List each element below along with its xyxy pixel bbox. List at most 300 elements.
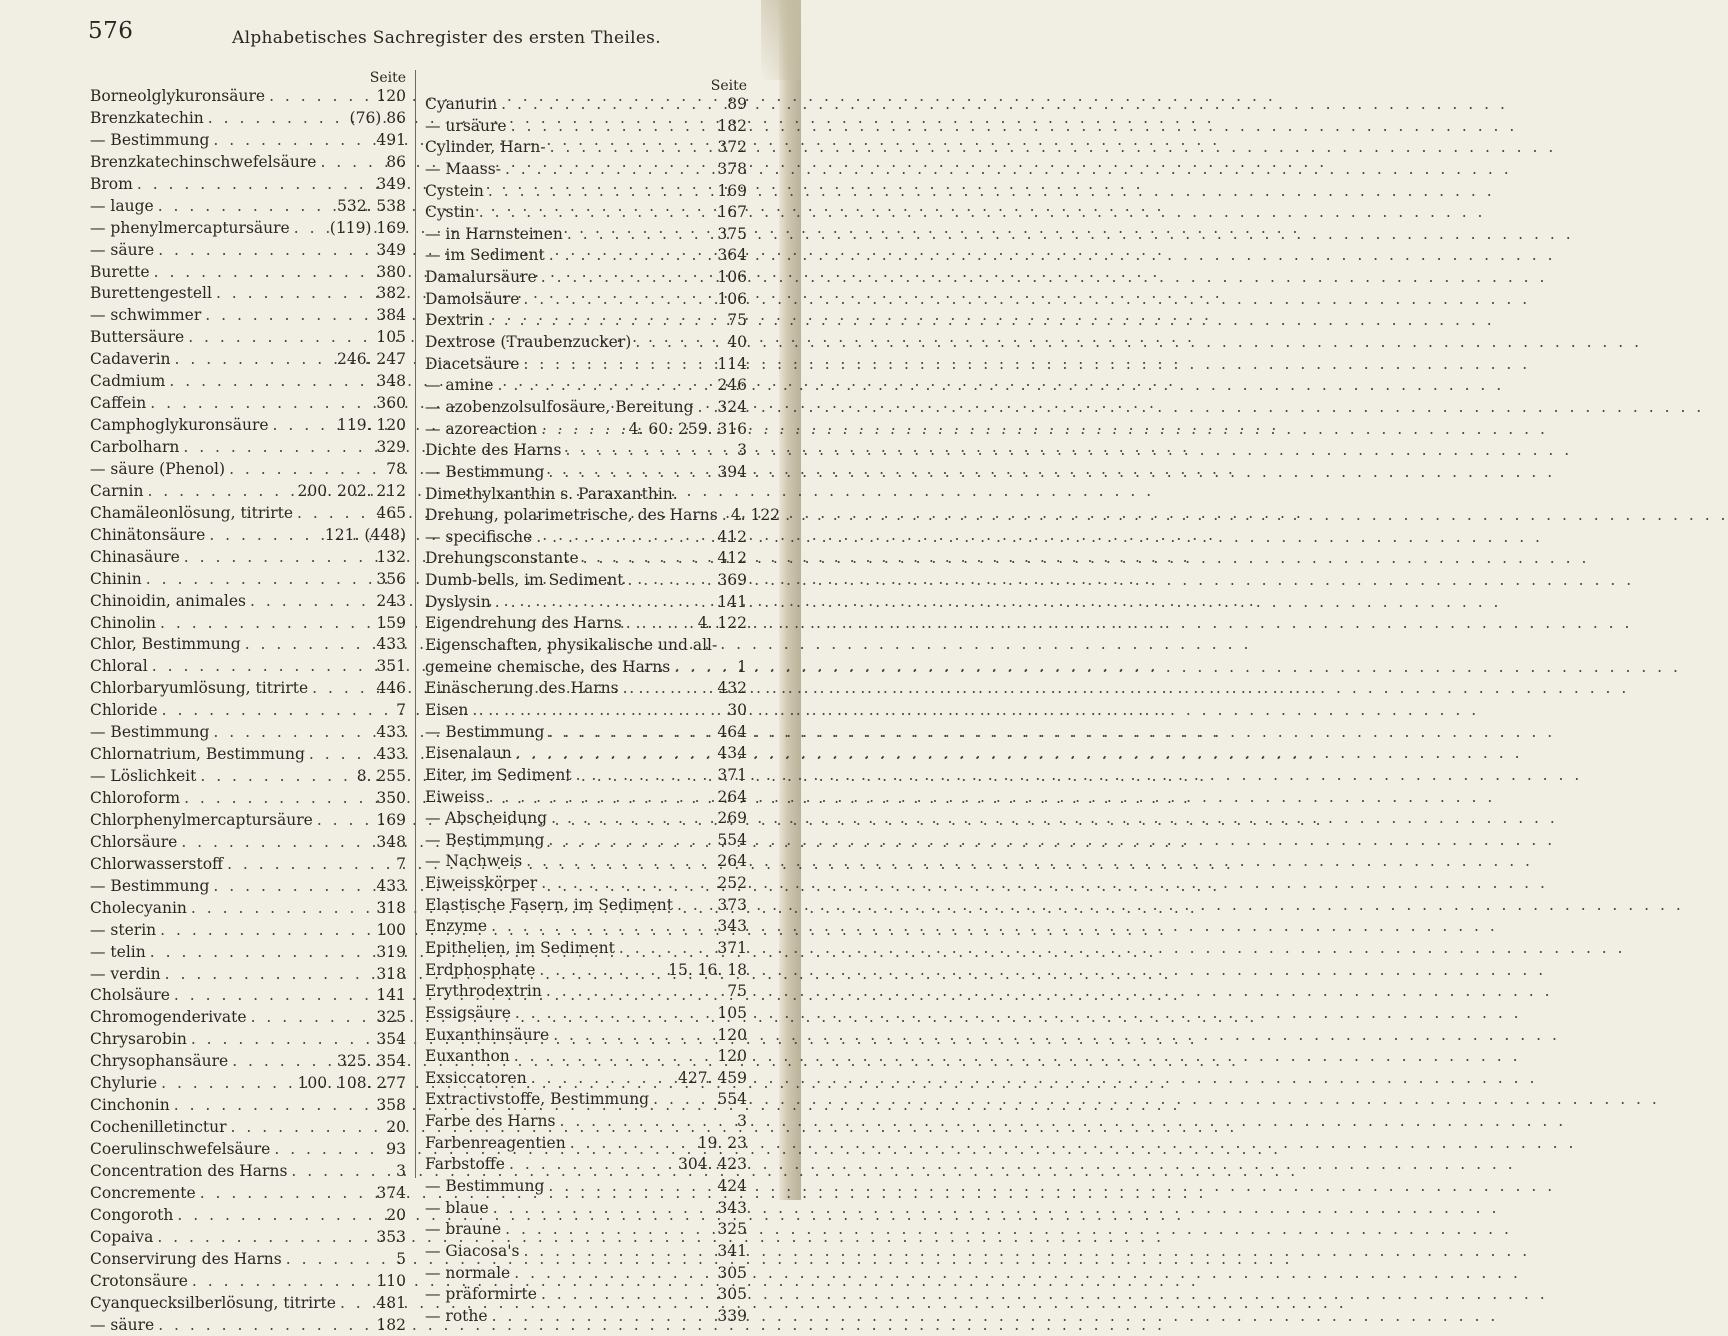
index-term: Brenzkatechinschwefelsäure bbox=[90, 152, 316, 174]
index-page-ref: (119) 169 bbox=[330, 218, 406, 240]
index-page-ref: 4. 122 bbox=[698, 613, 747, 635]
index-term: Eisenalaun bbox=[425, 743, 512, 765]
index-term: Eisen bbox=[425, 700, 468, 722]
index-term: Cochenilletinctur bbox=[90, 1117, 227, 1139]
index-page-ref: 446 bbox=[376, 678, 406, 700]
index-page-ref: 182 bbox=[717, 116, 747, 138]
dot-leader bbox=[204, 108, 350, 130]
index-entry bbox=[90, 744, 406, 766]
dot-leader bbox=[225, 459, 386, 481]
index-entry bbox=[425, 1068, 747, 1090]
index-page-ref: 329 bbox=[376, 437, 406, 459]
dot-leader bbox=[153, 1227, 376, 1249]
dot-leader bbox=[179, 437, 376, 459]
index-term: — Bestimmung bbox=[425, 722, 544, 744]
index-page-ref: 374 bbox=[376, 1183, 406, 1205]
index-term: Chylurie bbox=[90, 1073, 157, 1095]
index-page-ref: 4. 60. 259. 316 bbox=[629, 419, 747, 441]
index-page-ref: 349 bbox=[376, 174, 406, 196]
dot-leader bbox=[615, 938, 718, 960]
index-page-ref: 358 bbox=[376, 1095, 406, 1117]
index-page-ref: 119. 120 bbox=[337, 415, 406, 437]
dot-leader bbox=[212, 283, 376, 305]
index-entry bbox=[425, 224, 747, 246]
index-page-ref: 5 bbox=[396, 1249, 406, 1271]
dot-leader bbox=[209, 130, 376, 152]
index-entry bbox=[425, 1176, 747, 1198]
index-page-ref: 364 bbox=[717, 245, 747, 267]
index-entry bbox=[90, 678, 406, 700]
index-entry bbox=[425, 895, 747, 917]
index-term: — Maass- bbox=[425, 159, 501, 181]
column-heading: Seite bbox=[425, 78, 747, 94]
index-page-ref: 106 bbox=[717, 267, 747, 289]
index-page-ref: 105 bbox=[376, 327, 406, 349]
index-entry bbox=[425, 332, 747, 354]
index-term: Congoroth bbox=[90, 1205, 173, 1227]
index-page-ref: 372 bbox=[717, 137, 747, 159]
dot-leader bbox=[270, 1139, 386, 1161]
dot-leader bbox=[165, 371, 376, 393]
index-page-ref: 433 bbox=[376, 634, 406, 656]
index-entry bbox=[425, 657, 747, 679]
dot-leader bbox=[180, 788, 376, 810]
dot-leader bbox=[561, 440, 737, 462]
index-page-ref: 120 bbox=[717, 1046, 747, 1068]
index-page-ref: 264 bbox=[717, 851, 747, 873]
running-head: Alphabetisches Sachregister des ersten Theiles. bbox=[232, 28, 661, 48]
dot-leader bbox=[549, 1025, 717, 1047]
index-entry bbox=[90, 1073, 406, 1095]
index-page-ref: 434 bbox=[717, 743, 747, 765]
index-entry bbox=[425, 1046, 747, 1068]
index-page-ref: 120 bbox=[376, 86, 406, 108]
dot-leader bbox=[188, 1271, 377, 1293]
dot-leader bbox=[184, 327, 376, 349]
index-entry bbox=[90, 349, 406, 371]
dot-leader bbox=[542, 981, 727, 1003]
index-page-ref: 89 bbox=[727, 94, 747, 116]
dot-leader bbox=[622, 613, 698, 635]
index-term: Cholecyanin bbox=[90, 898, 187, 920]
index-page-ref: 348 bbox=[376, 371, 406, 393]
page-number: 576 bbox=[88, 18, 133, 44]
index-term: Copaiva bbox=[90, 1227, 153, 1249]
dot-leader bbox=[566, 1133, 698, 1155]
index-page-ref: 110 bbox=[376, 1271, 406, 1293]
index-term: Cystin bbox=[425, 202, 475, 224]
index-term: Coerulinschwefelsäure bbox=[90, 1139, 270, 1161]
column-heading: Seite bbox=[90, 70, 406, 86]
index-page-ref: 8. 255 bbox=[357, 766, 406, 788]
index-entry bbox=[425, 484, 747, 506]
dot-leader bbox=[537, 1284, 717, 1306]
index-entry bbox=[90, 525, 406, 547]
dot-leader bbox=[475, 202, 718, 224]
index-term: — säure bbox=[90, 240, 154, 262]
dot-leader bbox=[491, 592, 718, 614]
index-entry bbox=[425, 743, 747, 765]
dot-leader bbox=[670, 657, 737, 679]
index-page-ref: 532. 538 bbox=[337, 196, 406, 218]
dot-leader bbox=[156, 613, 376, 635]
index-page-ref: 412 bbox=[717, 548, 747, 570]
index-entry bbox=[90, 942, 406, 964]
dot-leader bbox=[510, 1046, 718, 1068]
index-entry bbox=[425, 916, 747, 938]
index-term: Burette bbox=[90, 262, 150, 284]
column-divider bbox=[415, 70, 416, 1178]
index-entry bbox=[90, 371, 406, 393]
index-term: Elastische Fasern, im Sediment bbox=[425, 895, 673, 917]
index-term: — schwimmer bbox=[90, 305, 201, 327]
dot-leader bbox=[287, 1161, 396, 1183]
index-term: Dumb-bells, im Sediment bbox=[425, 570, 623, 592]
index-entry bbox=[90, 1315, 406, 1336]
index-term: Chlorphenylmercaptursäure bbox=[90, 810, 313, 832]
index-page-ref: 356 bbox=[376, 569, 406, 591]
index-page-ref: 349 bbox=[376, 240, 406, 262]
index-term: Cystein bbox=[425, 181, 484, 203]
index-entry bbox=[425, 1241, 747, 1263]
index-entry bbox=[90, 1183, 406, 1205]
dot-leader bbox=[544, 722, 717, 744]
index-page-ref: 371 bbox=[717, 765, 747, 787]
index-entry bbox=[425, 505, 747, 527]
index-entry bbox=[425, 700, 747, 722]
dot-leader bbox=[336, 1293, 376, 1315]
dot-leader bbox=[488, 1306, 718, 1328]
index-term: Borneolglykuronsäure bbox=[90, 86, 265, 108]
index-term: Chlorsäure bbox=[90, 832, 177, 854]
dot-leader bbox=[485, 787, 718, 809]
index-entry-list bbox=[90, 86, 406, 1336]
index-term: Cadmium bbox=[90, 371, 165, 393]
dot-leader bbox=[522, 851, 717, 873]
index-entry bbox=[90, 788, 406, 810]
dot-leader bbox=[142, 569, 377, 591]
index-term: Chloride bbox=[90, 700, 158, 722]
index-term: — Nachweis bbox=[425, 851, 522, 873]
index-term: — braune bbox=[425, 1219, 501, 1241]
index-term: — azoreaction bbox=[425, 419, 537, 441]
index-term: Drehungsconstante bbox=[425, 548, 579, 570]
dot-leader bbox=[563, 224, 718, 246]
index-entry bbox=[425, 137, 747, 159]
dot-leader bbox=[544, 830, 717, 852]
index-term: Buttersäure bbox=[90, 327, 184, 349]
dot-leader bbox=[555, 1111, 737, 1133]
index-page-ref: 350 bbox=[376, 788, 406, 810]
index-entry bbox=[425, 678, 747, 700]
index-page-ref: 159 bbox=[376, 613, 406, 635]
dot-leader bbox=[205, 525, 325, 547]
dot-leader bbox=[544, 462, 717, 484]
index-term: Camphoglykuronsäure bbox=[90, 415, 269, 437]
index-entry bbox=[90, 656, 406, 678]
index-page-ref: 264 bbox=[717, 787, 747, 809]
dot-leader bbox=[150, 262, 377, 284]
index-entry bbox=[425, 354, 747, 376]
dot-leader bbox=[487, 916, 717, 938]
dot-leader bbox=[544, 1176, 717, 1198]
index-term: Chromogenderivate bbox=[90, 1007, 247, 1029]
index-term: Enzyme bbox=[425, 916, 487, 938]
index-page-ref: 433 bbox=[376, 876, 406, 898]
index-entry bbox=[90, 481, 406, 503]
dot-leader bbox=[154, 196, 337, 218]
index-term: — verdin bbox=[90, 964, 161, 986]
index-term: — im Sediment bbox=[425, 245, 545, 267]
index-entry bbox=[90, 854, 406, 876]
index-entry-list bbox=[425, 94, 747, 1328]
index-term: Chinasäure bbox=[90, 547, 180, 569]
index-page-ref: 351 bbox=[376, 656, 406, 678]
dot-leader bbox=[547, 808, 717, 830]
index-term: Farbe des Harns bbox=[425, 1111, 555, 1133]
index-term: Chrysarobin bbox=[90, 1029, 187, 1051]
index-page-ref: 375 bbox=[717, 224, 747, 246]
index-term: — säure bbox=[90, 1315, 154, 1336]
index-term: Diacetsäure bbox=[425, 354, 519, 376]
index-entry bbox=[90, 722, 406, 744]
dot-leader bbox=[241, 634, 377, 656]
index-page-ref: (76) 86 bbox=[350, 108, 406, 130]
index-entry bbox=[90, 196, 406, 218]
index-term: — amine bbox=[425, 375, 493, 397]
dot-leader bbox=[170, 985, 377, 1007]
index-term: Farbenreagentien bbox=[425, 1133, 566, 1155]
index-entry bbox=[425, 397, 747, 419]
index-term: Dimethylxanthin s. Paraxanthin. bbox=[425, 484, 678, 506]
dot-leader bbox=[180, 547, 377, 569]
index-entry bbox=[90, 1249, 406, 1271]
index-term: Cadaverin bbox=[90, 349, 171, 371]
index-entry bbox=[425, 570, 747, 592]
index-page-ref: 243 bbox=[376, 591, 406, 613]
index-page-ref: 343 bbox=[717, 916, 747, 938]
dot-leader bbox=[282, 1249, 396, 1271]
dot-leader bbox=[187, 1029, 377, 1051]
index-entry bbox=[425, 116, 747, 138]
dot-leader bbox=[489, 1198, 718, 1220]
index-term: Brom bbox=[90, 174, 133, 196]
dot-leader bbox=[161, 964, 377, 986]
index-page-ref: 40 bbox=[727, 332, 747, 354]
dot-leader bbox=[146, 393, 376, 415]
dot-leader bbox=[143, 481, 297, 503]
dot-leader bbox=[484, 181, 717, 203]
index-term: — azobenzolsulfosäure, Bereitung bbox=[425, 397, 694, 419]
index-entry bbox=[90, 613, 406, 635]
index-entry bbox=[90, 810, 406, 832]
dot-leader bbox=[269, 415, 337, 437]
index-entry bbox=[90, 876, 406, 898]
index-entry bbox=[425, 181, 747, 203]
dot-leader bbox=[247, 1007, 377, 1029]
dot-leader bbox=[305, 744, 377, 766]
index-entry bbox=[90, 174, 406, 196]
index-entry bbox=[90, 920, 406, 942]
index-page-ref: 491 bbox=[376, 130, 406, 152]
index-term: — normale bbox=[425, 1263, 510, 1285]
index-page-ref: 169 bbox=[717, 181, 747, 203]
index-page-ref: 3 bbox=[396, 1161, 406, 1183]
index-page-ref: 424 bbox=[717, 1176, 747, 1198]
index-entry bbox=[425, 1198, 747, 1220]
index-page-ref: 432 bbox=[717, 678, 747, 700]
index-term: Eiweisskörper bbox=[425, 873, 537, 895]
index-page-ref: 269 bbox=[717, 808, 747, 830]
index-page-ref: 86 bbox=[386, 152, 406, 174]
index-page-ref: 200. 202. 212 bbox=[298, 481, 406, 503]
index-page-ref: 319 bbox=[376, 942, 406, 964]
index-entry bbox=[90, 1271, 406, 1293]
dot-leader bbox=[501, 1219, 717, 1241]
index-entry bbox=[425, 873, 747, 895]
index-page-ref: 554 bbox=[717, 830, 747, 852]
index-page-ref: 141 bbox=[717, 592, 747, 614]
index-term: Eigendrehung des Harns bbox=[425, 613, 622, 635]
dot-leader bbox=[246, 591, 376, 613]
index-entry bbox=[425, 1284, 747, 1306]
index-entry bbox=[90, 218, 406, 240]
index-entry bbox=[90, 1007, 406, 1029]
index-term: Chlor, Bestimmung bbox=[90, 634, 241, 656]
index-term: Cinchonin bbox=[90, 1095, 170, 1117]
index-entry bbox=[90, 898, 406, 920]
dot-leader bbox=[505, 1154, 678, 1176]
index-page-ref: 20 bbox=[386, 1117, 406, 1139]
index-term: Caffein bbox=[90, 393, 146, 415]
index-term: Carnin bbox=[90, 481, 143, 503]
index-term: Cyanurin bbox=[425, 94, 497, 116]
index-term: Chlorwasserstoff bbox=[90, 854, 223, 876]
index-term: gemeine chemische, des Harns bbox=[425, 657, 670, 679]
index-entry bbox=[425, 830, 747, 852]
index-term: — Giacosa's bbox=[425, 1241, 519, 1263]
index-page-ref: 343 bbox=[717, 1198, 747, 1220]
index-term: — Bestimmung bbox=[425, 1176, 544, 1198]
dot-leader bbox=[157, 1073, 297, 1095]
index-entry bbox=[90, 1095, 406, 1117]
index-page-ref: 554 bbox=[717, 1089, 747, 1111]
dot-leader bbox=[673, 895, 717, 917]
dot-leader bbox=[223, 854, 396, 876]
dot-leader bbox=[154, 1315, 376, 1336]
index-page-ref: 318 bbox=[376, 964, 406, 986]
index-entry bbox=[90, 305, 406, 327]
dot-leader bbox=[519, 289, 717, 311]
index-page-ref: 4. 122 bbox=[731, 505, 780, 527]
index-entry bbox=[425, 808, 747, 830]
index-page-ref: 412 bbox=[717, 527, 747, 549]
dot-leader bbox=[133, 174, 377, 196]
index-page-ref: 305 bbox=[717, 1263, 747, 1285]
index-entry bbox=[90, 1227, 406, 1249]
index-term: — Bestimmung bbox=[90, 876, 209, 898]
index-page-ref: 339 bbox=[717, 1306, 747, 1328]
index-page-ref: 120 bbox=[717, 1025, 747, 1047]
index-page-ref: 1 bbox=[737, 657, 747, 679]
index-page-ref: 371 bbox=[717, 938, 747, 960]
index-page-ref: 75 bbox=[727, 310, 747, 332]
index-entry bbox=[90, 634, 406, 656]
index-entry bbox=[90, 1161, 406, 1183]
dot-leader bbox=[156, 920, 376, 942]
dot-leader bbox=[170, 1095, 377, 1117]
index-term: Brenzkatechin bbox=[90, 108, 204, 130]
index-term: — blaue bbox=[425, 1198, 489, 1220]
index-term: Exsiccatoren bbox=[425, 1068, 527, 1090]
index-page-ref: 7 bbox=[396, 700, 406, 722]
dot-leader bbox=[519, 354, 717, 376]
index-page-ref: 325. 354 bbox=[337, 1051, 406, 1073]
index-page-ref: 464 bbox=[717, 722, 747, 744]
index-entry bbox=[425, 1111, 747, 1133]
index-entry bbox=[90, 1051, 406, 1073]
dot-leader bbox=[535, 960, 668, 982]
dot-leader bbox=[290, 218, 330, 240]
index-term: — Bestimmung bbox=[90, 722, 209, 744]
index-term: — ursäure bbox=[425, 116, 507, 138]
index-term: — Abscheidung bbox=[425, 808, 547, 830]
index-page-ref: 433 bbox=[376, 722, 406, 744]
dot-leader bbox=[537, 419, 629, 441]
index-term: Eiweiss bbox=[425, 787, 485, 809]
dot-leader bbox=[209, 876, 376, 898]
index-entry bbox=[90, 964, 406, 986]
index-entry bbox=[90, 240, 406, 262]
index-page-ref: 15. 16. 18 bbox=[668, 960, 747, 982]
index-page-ref: 380 bbox=[376, 262, 406, 284]
index-page-ref: 19. 23 bbox=[698, 1133, 747, 1155]
index-entry bbox=[90, 130, 406, 152]
index-page-ref: 325 bbox=[717, 1219, 747, 1241]
index-term: — säure (Phenol) bbox=[90, 459, 225, 481]
dot-leader bbox=[173, 1205, 386, 1227]
dot-leader bbox=[146, 942, 377, 964]
index-page-ref: 114 bbox=[717, 354, 747, 376]
dot-leader bbox=[171, 349, 337, 371]
index-term: Euxanthinsäure bbox=[425, 1025, 549, 1047]
index-page-ref: 360 bbox=[376, 393, 406, 415]
index-entry bbox=[90, 283, 406, 305]
index-term: — phenylmercaptursäure bbox=[90, 218, 290, 240]
dot-leader bbox=[493, 375, 717, 397]
dot-leader bbox=[519, 1241, 717, 1263]
index-page-ref: 75 bbox=[727, 981, 747, 1003]
index-entry bbox=[90, 766, 406, 788]
index-entry bbox=[90, 1139, 406, 1161]
dot-leader bbox=[546, 137, 718, 159]
index-entry bbox=[425, 1133, 747, 1155]
index-term: Dyslysin bbox=[425, 592, 491, 614]
index-term: Chinätonsäure bbox=[90, 525, 205, 547]
index-page-ref: 132 bbox=[376, 547, 406, 569]
index-term: — rothe bbox=[425, 1306, 488, 1328]
index-entry bbox=[90, 503, 406, 525]
index-term: Burettengestell bbox=[90, 283, 212, 305]
index-page-ref: 325 bbox=[376, 1007, 406, 1029]
index-page-ref: 384 bbox=[376, 305, 406, 327]
index-page-ref: 167 bbox=[717, 202, 747, 224]
dot-leader bbox=[537, 267, 718, 289]
index-page-ref: 30 bbox=[727, 700, 747, 722]
index-page-ref: 78 bbox=[386, 459, 406, 481]
dot-leader bbox=[196, 1183, 377, 1205]
index-entry bbox=[90, 985, 406, 1007]
